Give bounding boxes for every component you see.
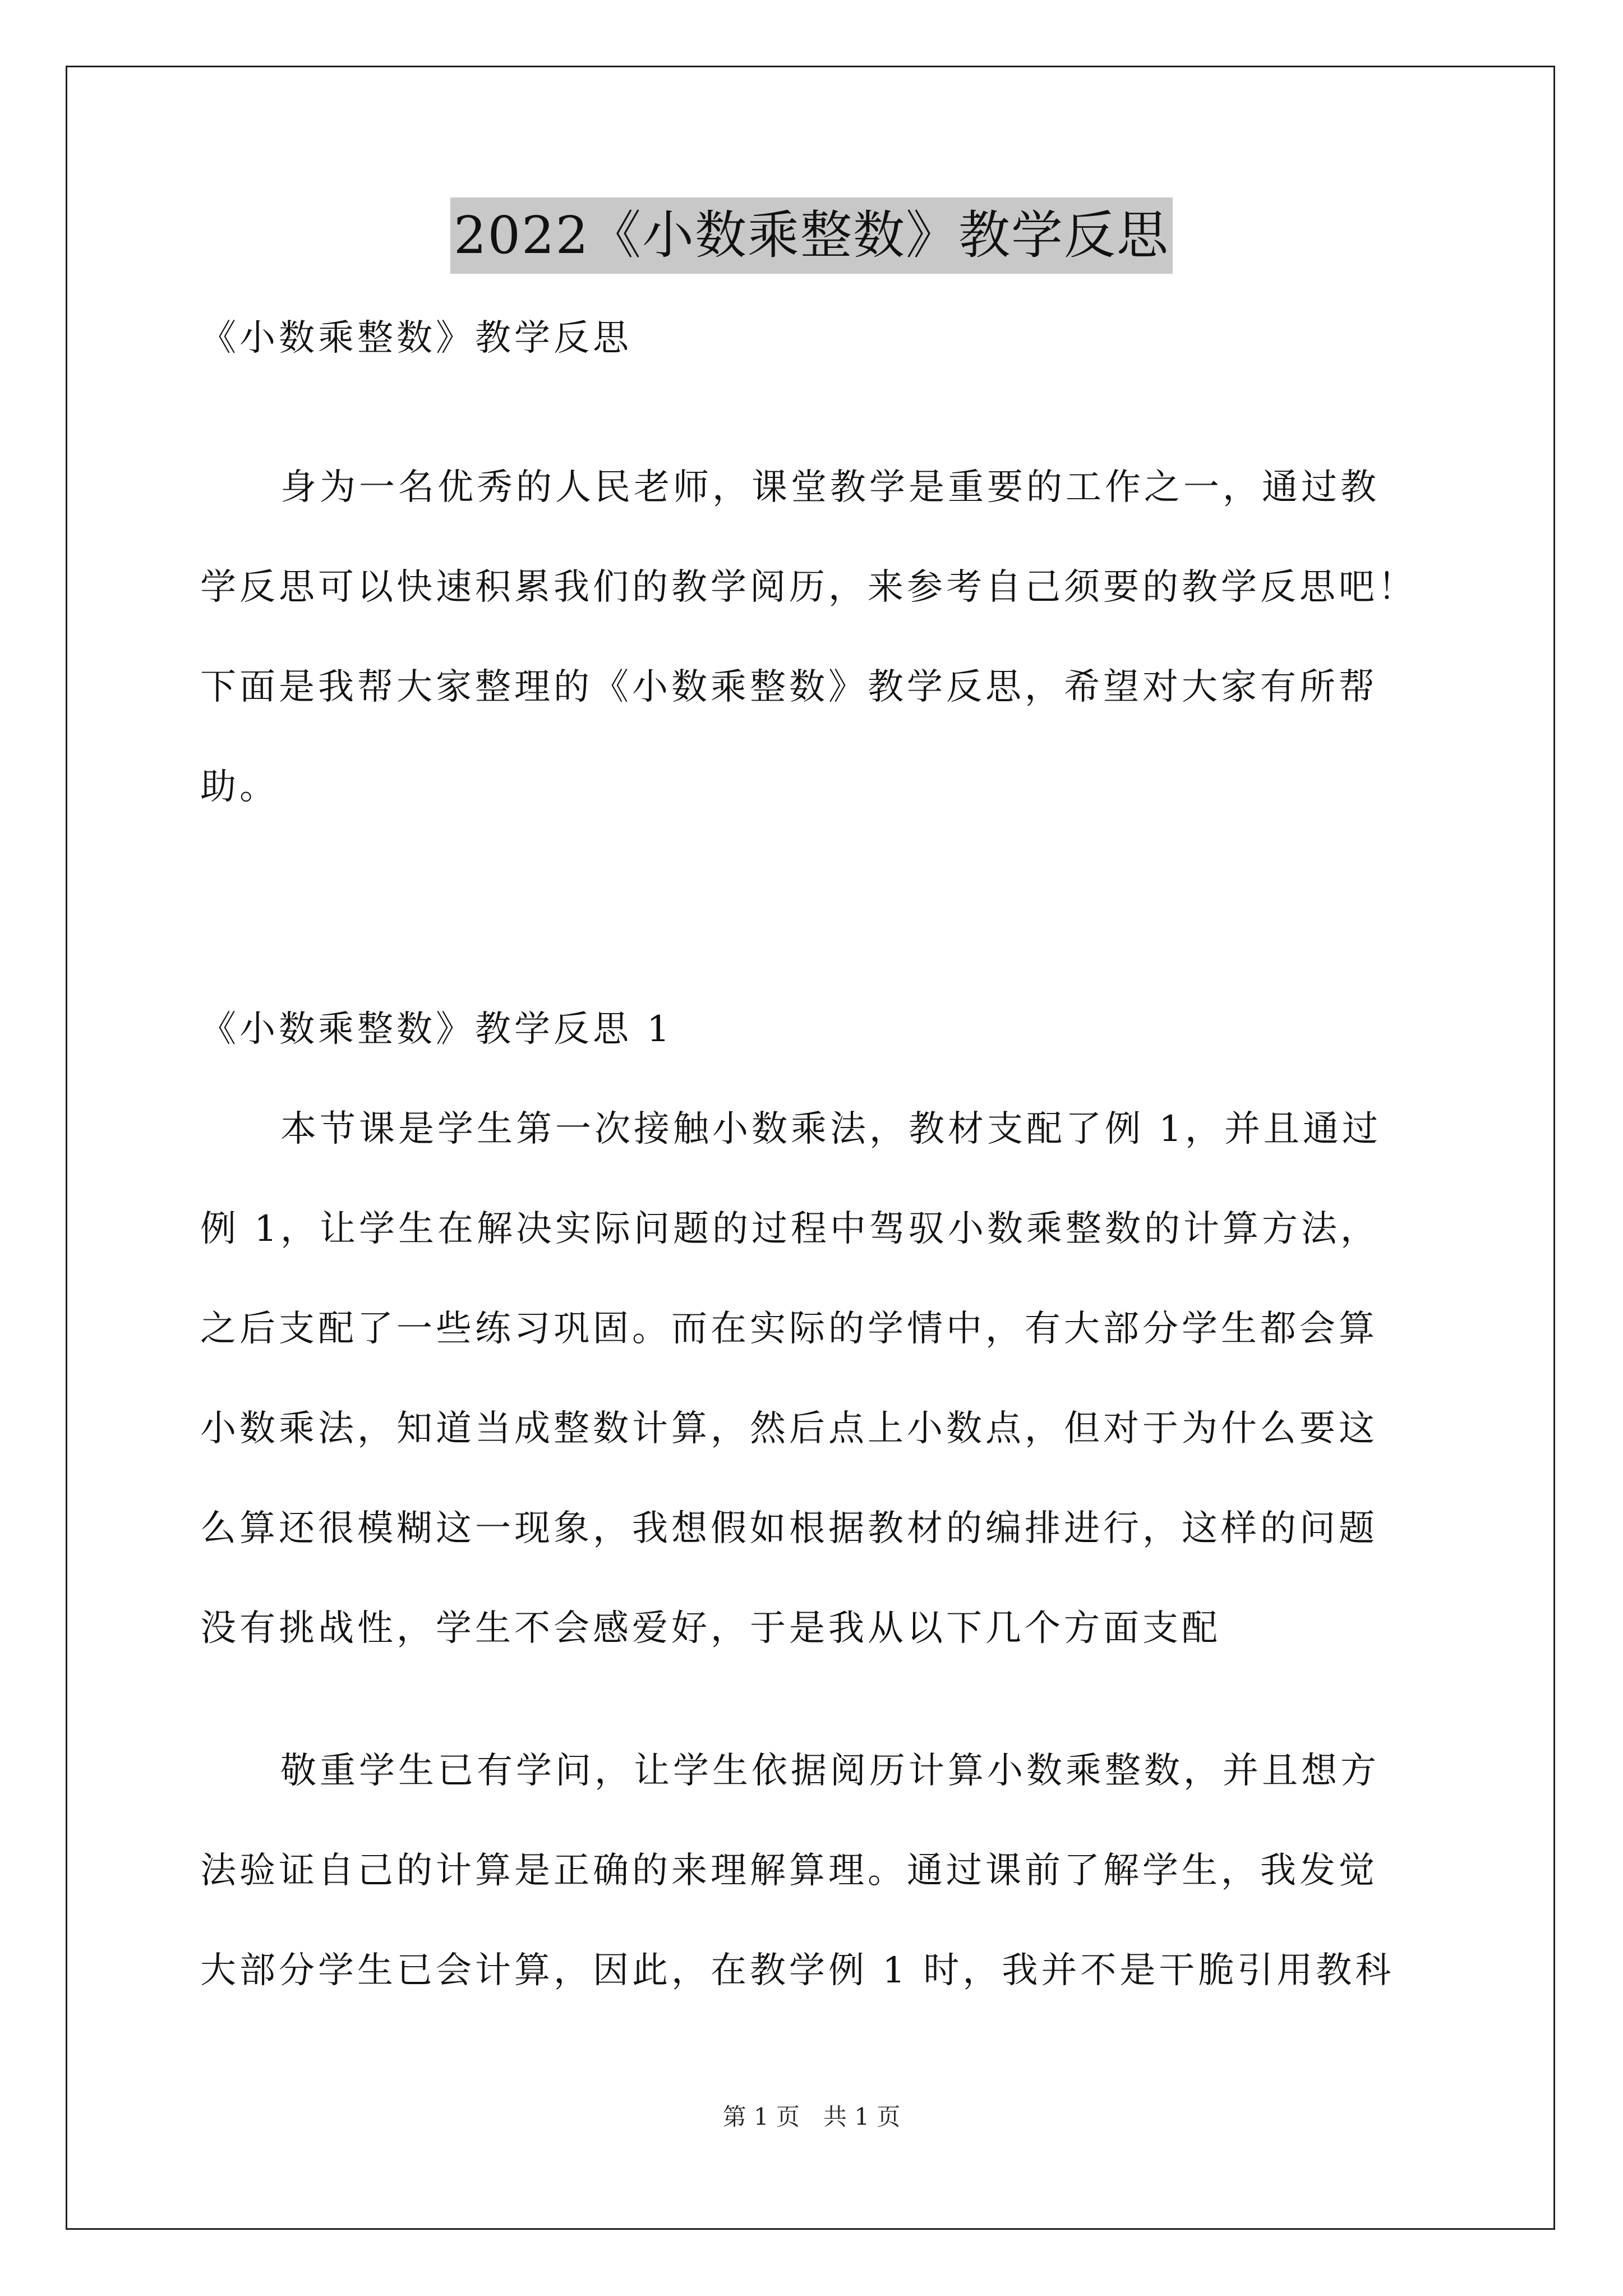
intro-line: 下面是我帮大家整理的《小数乘整数》教学反思，希望对大家有所帮 <box>200 666 1378 708</box>
title-container <box>0 197 1623 274</box>
intro-line: 身为一名优秀的人民老师，课堂教学是重要的工作之一，通过教 <box>280 467 1380 508</box>
paragraph-line: 之后支配了一些练习巩固。而在实际的学情中，有大部分学生都会算 <box>200 1308 1378 1350</box>
paragraph-line: 法验证自己的计算是正确的来理解算理。通过课前了解学生，我发觉 <box>200 1850 1378 1892</box>
document-title: 2022《小数乘整数》教学反思 <box>450 197 1173 274</box>
paragraph-line: 大部分学生已会计算，因此，在教学例 1 时，我并不是干脆引用教科 <box>200 1950 1395 1991</box>
paragraph-line: 例 1，让学生在解决实际问题的过程中驾驭小数乘整数的计算方法， <box>200 1208 1380 1250</box>
intro-line: 助。 <box>200 766 279 808</box>
paragraph-line: 小数乘法，知道当成整数计算，然后点上小数点，但对于为什么要这 <box>200 1408 1378 1450</box>
paragraph-line: 没有挑战性，学生不会感爱好，于是我从以下几个方面支配 <box>200 1608 1221 1649</box>
page-footer: 第 1 页 共 1 页 <box>722 2103 901 2131</box>
section-heading: 《小数乘整数》教学反思 1 <box>200 1009 674 1050</box>
paragraph-line: 本节课是学生第一次接触小数乘法，教材支配了例 1，并且通过 <box>280 1108 1382 1150</box>
intro-line: 学反思可以快速积累我们的教学阅历，来参考自己须要的教学反思吧！ <box>200 567 1417 608</box>
paragraph-line: 敬重学生已有学问，让学生依据阅历计算小数乘整数，并且想方 <box>280 1750 1380 1792</box>
paragraph-line: 么算还很模糊这一现象，我想假如根据教材的编排进行，这样的问题 <box>200 1508 1378 1549</box>
document-subtitle: 《小数乘整数》教学反思 <box>200 318 632 359</box>
